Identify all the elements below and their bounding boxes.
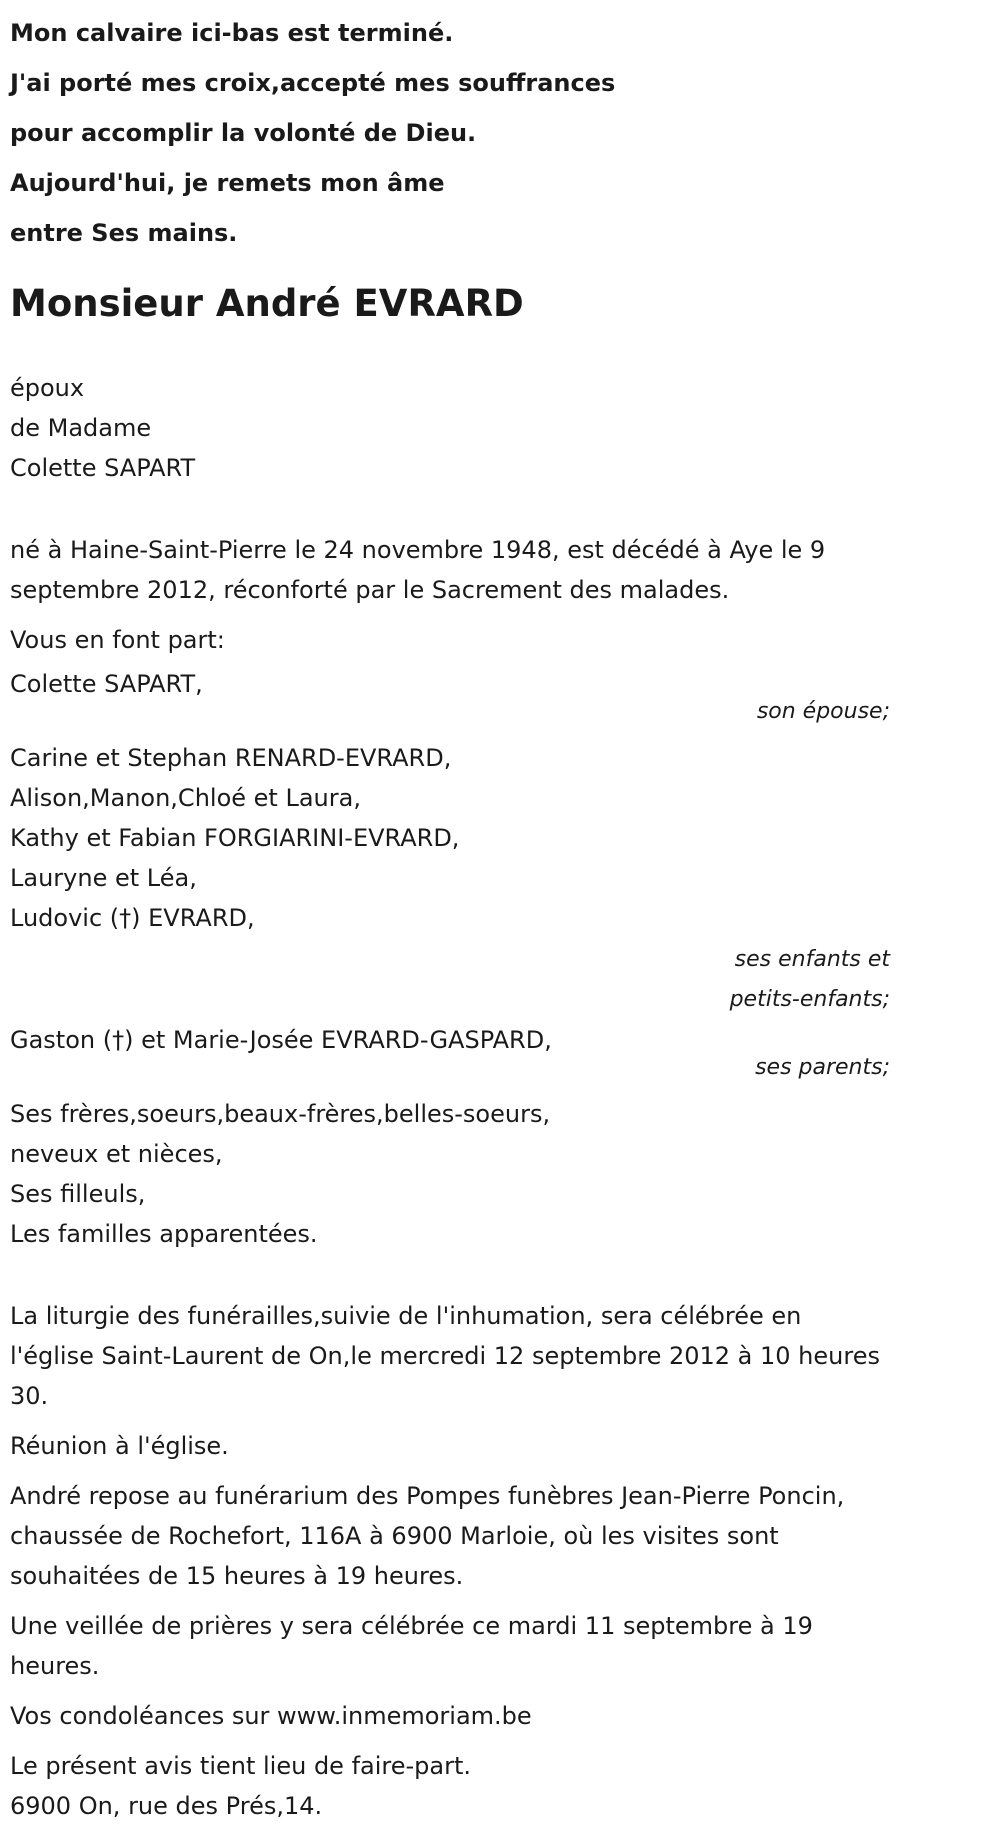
relation-grandchildren: petits-enfants; <box>729 987 890 1012</box>
family-other-line: Les familles apparentées. <box>10 1220 318 1248</box>
relation-spouse: son épouse; <box>756 699 890 724</box>
spouse-line: de Madame <box>10 414 152 442</box>
liturgy-text: La liturgie des funérailles,suivie de l'inhumation, sera célébrée en l'église Saint-Laurent de On,le mercredi 12 septembre 2012 à 10 heures 30. <box>10 1302 880 1410</box>
family-spouse-name: Colette SAPART, <box>10 670 203 698</box>
family-child-line: Alison,Manon,Chloé et Laura, <box>10 784 361 812</box>
relation-parents: ses parents; <box>755 1055 890 1080</box>
notice-text: Le présent avis tient lieu de faire-part. <box>10 1752 472 1780</box>
vigil-text: Une veillée de prières y sera célébrée ce mardi 11 septembre à 19 heures. <box>10 1612 813 1680</box>
poem-line: J'ai porté mes croix,accepté mes souffrances <box>10 69 616 97</box>
family-child-line: Carine et Stephan RENARD-EVRARD, <box>10 744 452 772</box>
meeting-text: Réunion à l'église. <box>10 1432 229 1460</box>
relation-children: ses enfants et <box>734 947 890 972</box>
obituary-content <box>10 8 890 1826</box>
family-other-line: Ses filleuls, <box>10 1180 146 1208</box>
spouse-line: Colette SAPART <box>10 454 196 482</box>
poem-line: Aujourd'hui, je remets mon âme <box>10 169 445 197</box>
spouse-block <box>10 368 890 488</box>
poem <box>10 8 890 258</box>
funeral-info <box>10 1296 890 1786</box>
family-address: 6900 On, rue des Prés,14. <box>10 1792 323 1820</box>
birth-death-statement: né à Haine-Saint-Pierre le 24 novembre 1948, est décédé à Aye le 9 septembre 2012, réconforté par le Sacrement des malades. <box>10 536 826 604</box>
poem-line: Mon calvaire ici-bas est terminé. <box>10 19 454 47</box>
family-child-line: Ludovic (†) EVRARD, <box>10 904 255 932</box>
poem-line: entre Ses mains. <box>10 219 238 247</box>
spouse-line: époux <box>10 374 85 402</box>
family-list <box>10 664 890 1254</box>
funeral-home-text: André repose au funérarium des Pompes funèbres Jean-Pierre Poncin, chaussée de Rochefort, 116A à 6900 Marloie, où les visites sont souhaitées de 15 heures à 19 heures. <box>10 1482 845 1590</box>
family-child-line: Kathy et Fabian FORGIARINI-EVRARD, <box>10 824 460 852</box>
family-child-line: Lauryne et Léa, <box>10 864 197 892</box>
family-other-line: neveux et nièces, <box>10 1140 223 1168</box>
poem-line: pour accomplir la volonté de Dieu. <box>10 119 477 147</box>
announce-text: Vous en font part: <box>10 626 225 654</box>
condolences-text: Vos condoléances sur www.inmemoriam.be <box>10 1702 532 1730</box>
deceased-name: Monsieur André EVRARD <box>10 282 524 325</box>
family-parents: Gaston (†) et Marie-Josée EVRARD-GASPARD, <box>10 1026 552 1054</box>
family-other-line: Ses frères,soeurs,beaux-frères,belles-soeurs, <box>10 1100 551 1128</box>
